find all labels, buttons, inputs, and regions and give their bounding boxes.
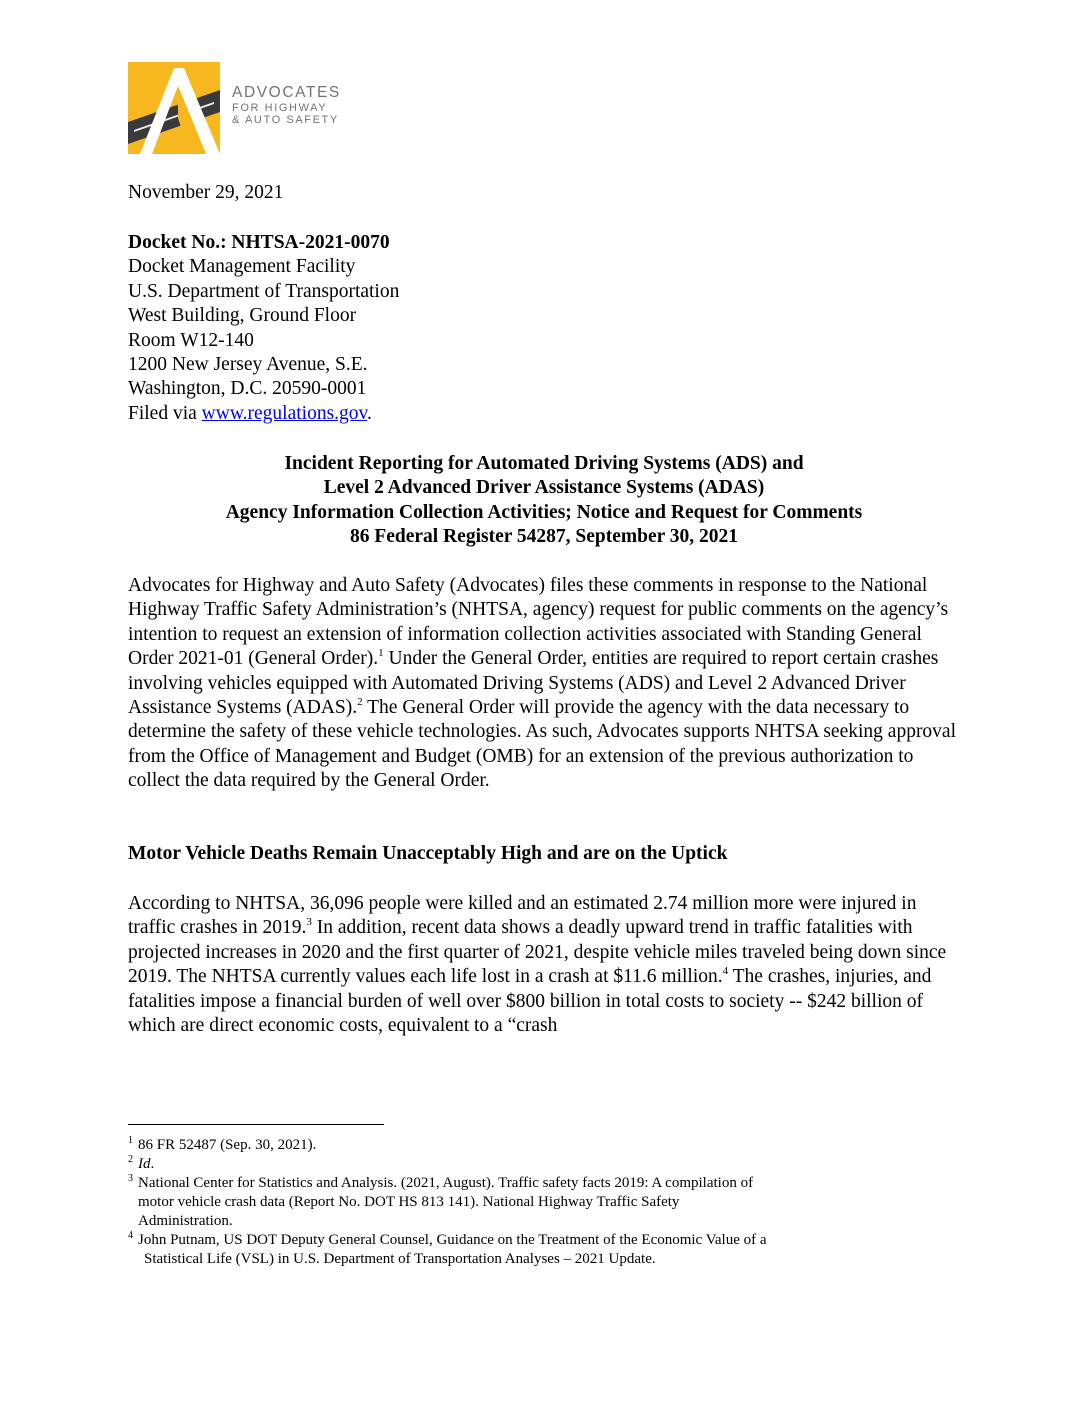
- document-title: [128, 452, 960, 550]
- address-line: U.S. Department of Transportation: [128, 280, 400, 302]
- regulations-link[interactable]: www.regulations.gov: [201, 402, 368, 424]
- title-line: Level 2 Advanced Driver Assistance Systems (ADAS): [323, 477, 765, 499]
- paragraph-text: In addition, recent data shows a deadly upward trend in traffic fatalities with projected increases in 2020 and the first quarter of 2021, despite vehicle miles traveled being down since 2019. The NHTSA currently values each life lost in a crash at $11.6 million.: [128, 917, 947, 988]
- footnote-ref: 1: [378, 647, 384, 660]
- footnote-number: 1: [128, 1135, 133, 1146]
- logo-wordmark: [232, 84, 341, 126]
- paragraph-text: The General Order will provide the agency with the data necessary to determine the safety of these vehicle technologies. As such, Advocates supports NHTSA seeking approval from the Office of Management and Budget (OMB) for an extension of the previous authorization to collect the data required by the General Order.: [128, 697, 957, 792]
- address-line: Washington, D.C. 20590-0001: [128, 378, 367, 400]
- footnote-2: [128, 1155, 908, 1174]
- section-heading: Motor Vehicle Deaths Remain Unacceptably High and are on the Uptick: [128, 843, 728, 864]
- footnote-text: National Center for Statistics and Analysis. (2021, August). Traffic safety facts 2019: A compilation of: [138, 1175, 754, 1191]
- address-line: Docket Management Facility: [128, 256, 356, 278]
- footnote-1: [128, 1136, 908, 1155]
- footnote-divider: [128, 1124, 384, 1125]
- footnote-ref: 4: [722, 965, 729, 978]
- footnote-number: 2: [128, 1154, 133, 1165]
- footnotes: [128, 1136, 908, 1269]
- logo-mark-icon: [128, 62, 220, 154]
- title-line: Agency Information Collection Activities; Notice and Request for Comments: [225, 501, 863, 523]
- footnote-number: 3: [128, 1173, 133, 1184]
- filed-via-line: [128, 402, 399, 426]
- footnote-text: Id: [138, 1156, 151, 1172]
- paragraph-text: According to NHTSA, 36,096 people were killed and an estimated 2.74 million more were injured in traffic crashes in 2019.: [128, 893, 917, 939]
- paragraph-text: Advocates for Highway and Auto Safety (Advocates) files these comments in response to the National Highway Traffic Safety Administration’s (NHTSA, agency) request for public comments on the agency’s intention to request an extension of information collection activities associated with Standing General Order 2021-01 (General Order).: [128, 575, 949, 670]
- address-line: Room W12-140: [128, 329, 254, 351]
- logo-line-3: & AUTO SAFETY: [232, 114, 339, 126]
- footnote-continuation: Administration.: [138, 1213, 233, 1229]
- deaths-paragraph: [128, 892, 960, 1038]
- logo-line-1: ADVOCATES: [232, 84, 341, 101]
- footnote-text: John Putnam, US DOT Deputy General Counsel, Guidance on the Treatment of the Economic Value of a: [138, 1232, 767, 1248]
- recipient-address: [128, 231, 399, 426]
- footnote-3: [128, 1174, 908, 1231]
- intro-paragraph: [128, 574, 960, 794]
- address-line: 1200 New Jersey Avenue, S.E.: [128, 354, 368, 376]
- advocates-logo: [128, 62, 358, 154]
- docket-number: Docket No.: NHTSA-2021-0070: [128, 232, 390, 253]
- filed-suffix: .: [367, 402, 372, 424]
- footnote-continuation: Statistical Life (VSL) in U.S. Department of Transportation Analyses – 2021 Update.: [144, 1251, 656, 1267]
- footnote-ref: 3: [306, 916, 312, 929]
- footnote-4: [128, 1231, 908, 1269]
- paragraph-text: Under the General Order, entities are required to report certain crashes involving vehicles equipped with Automated Driving Systems (ADS) and Level 2 Advanced Driver Assistance Systems (ADAS).: [128, 648, 939, 719]
- footnote-suffix: .: [150, 1156, 155, 1172]
- letter-date: November 29, 2021: [128, 182, 284, 203]
- address-line: West Building, Ground Floor: [128, 305, 357, 327]
- footnote-number: 4: [128, 1230, 133, 1241]
- footnote-continuation: motor vehicle crash data (Report No. DOT HS 813 141). National Highway Traffic Safety: [138, 1194, 680, 1210]
- footnote-text: 86 FR 52487 (Sep. 30, 2021).: [138, 1137, 317, 1153]
- footnote-ref: 2: [357, 696, 363, 709]
- paragraph-text: The crashes, injuries, and fatalities impose a financial burden of well over $800 billion in total costs to society -- $242 billion of which are direct economic costs, equivalent to a “crash: [128, 966, 932, 1037]
- logo-line-2: FOR HIGHWAY: [232, 102, 328, 114]
- filed-prefix: Filed via: [128, 402, 202, 424]
- title-line: Incident Reporting for Automated Driving Systems (ADS) and: [284, 453, 804, 474]
- title-line: 86 Federal Register 54287, September 30, 2021: [349, 526, 739, 548]
